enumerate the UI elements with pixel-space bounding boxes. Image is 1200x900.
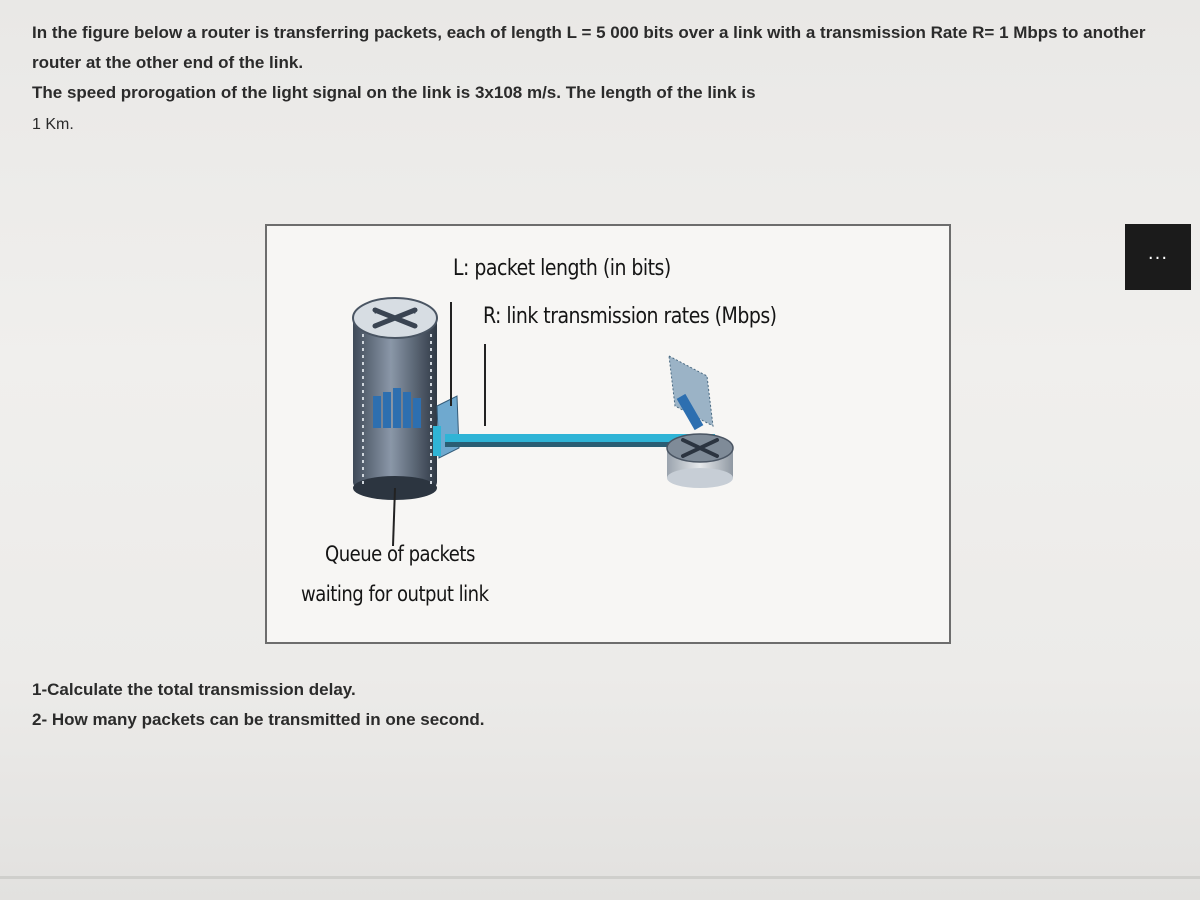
queue-label-line2: waiting for output link [301,582,489,606]
more-options-button[interactable]: ... [1125,224,1191,290]
link-rate-label: R: link transmission rates (Mbps) [483,304,777,329]
arriving-packet-icon [669,356,713,430]
problem-speed: The speed prorogation of the light signal on the link is 3x108 m/s. The length of the link is [32,83,756,102]
network-diagram [267,226,949,642]
network-figure [265,224,951,644]
right-router-icon [667,434,733,488]
bottom-divider [0,876,1200,879]
question-1: 1-Calculate the total transmission delay. [32,680,356,699]
packet-length-label: L: packet length (in bits) [453,256,671,281]
question-2: 2- How many packets can be transmitted in one second. [32,710,485,729]
problem-length: 1 Km. [32,116,74,133]
problem-intro: In the figure below a router is transferring packets, each of length L = 5 000 bits over a link with a transmission Rate R= 1 Mbps to another router at the other end of the link. [32,23,1146,72]
queue-label-line1: Queue of packets [325,542,475,566]
